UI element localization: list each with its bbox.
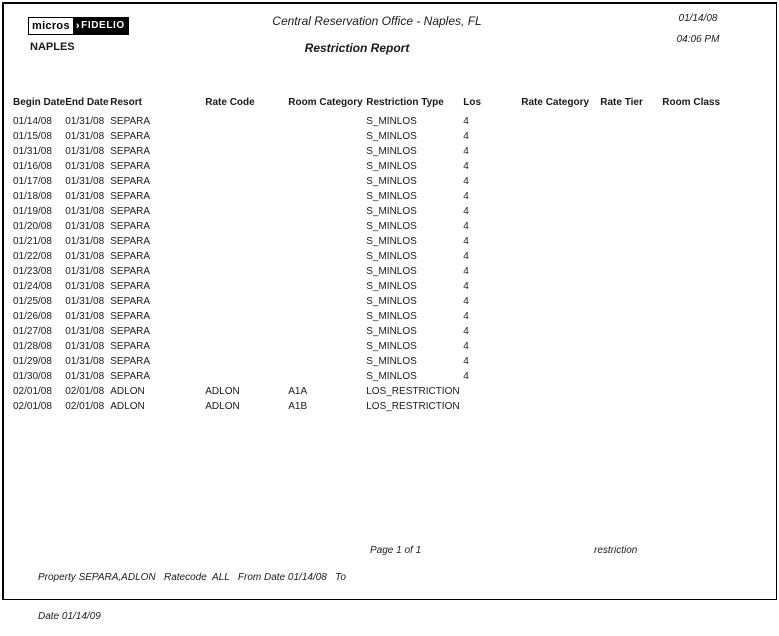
- cell-room-category: [288, 249, 366, 264]
- cell-room-category: [288, 309, 366, 324]
- cell-end-date: 01/31/08: [65, 131, 105, 142]
- cell-room-category: [288, 204, 366, 219]
- cell-end-date: 01/31/08: [65, 191, 105, 202]
- cell-begin-date: 01/21/08: [13, 236, 52, 247]
- cell-begin-date: 01/22/08: [13, 251, 52, 262]
- cell-los: 4: [463, 161, 469, 172]
- cell-room-category: A1B: [288, 401, 308, 412]
- cell-begin-date: 01/14/08: [13, 116, 52, 127]
- cell-rate-tier: [600, 129, 662, 144]
- cell-room-category: [288, 114, 366, 129]
- cell-rate-category: [521, 384, 600, 399]
- cell-rate-category: [521, 399, 600, 414]
- cell-rate-category: [521, 189, 600, 204]
- cell-room-category: [288, 294, 366, 309]
- cell-begin-date: 01/16/08: [13, 161, 52, 172]
- table-row: [13, 219, 762, 234]
- cell-room-class: [662, 204, 762, 219]
- cell-rate-code: [205, 354, 288, 369]
- print-time: 04:06 PM: [676, 34, 720, 45]
- cell-rate-category: [521, 234, 600, 249]
- cell-los: 4: [463, 311, 469, 322]
- cell-begin-date: 01/17/08: [13, 176, 52, 187]
- cell-room-class: [662, 324, 762, 339]
- cell-rate-category: [521, 129, 600, 144]
- cell-begin-date: 01/19/08: [13, 206, 52, 217]
- cell-room-category: A1A: [288, 386, 308, 397]
- table-row: [13, 264, 762, 279]
- cell-end-date: 01/31/08: [65, 356, 105, 367]
- cell-rate-code: [205, 144, 288, 159]
- cell-room-category: [288, 279, 366, 294]
- logo-fidelio-text: FIDELIO: [81, 20, 125, 31]
- cell-rate-category: [521, 294, 600, 309]
- cell-resort: SEPARA: [110, 206, 151, 217]
- cell-room-category: [288, 264, 366, 279]
- cell-rate-tier: [600, 159, 662, 174]
- cell-room-class: [662, 264, 762, 279]
- cell-room-category: [288, 174, 366, 189]
- cell-resort: ADLON: [110, 401, 145, 412]
- cell-room-class: [662, 129, 762, 144]
- cell-restriction-type: S_MINLOS: [366, 146, 417, 157]
- cell-restriction-type: S_MINLOS: [366, 131, 417, 142]
- table-row: [13, 144, 762, 159]
- cell-rate-category: [521, 249, 600, 264]
- cell-begin-date: 02/01/08: [13, 386, 52, 397]
- cell-los: 4: [463, 281, 469, 292]
- cell-begin-date: 01/20/08: [13, 221, 52, 232]
- table-row: [13, 279, 762, 294]
- cell-end-date: 01/31/08: [65, 296, 105, 307]
- cell-room-class: [662, 174, 762, 189]
- cell-restriction-type: LOS_RESTRICTION: [366, 401, 460, 412]
- cell-los: [463, 384, 521, 399]
- cell-room-category: [288, 129, 366, 144]
- cell-end-date: 01/31/08: [65, 281, 105, 292]
- report-title: Central Reservation Office - Naples, FL: [272, 14, 482, 28]
- cell-rate-tier: [600, 399, 662, 414]
- cell-rate-category: [521, 354, 600, 369]
- cell-resort: SEPARA: [110, 371, 151, 382]
- cell-restriction-type: S_MINLOS: [366, 116, 417, 127]
- cell-los: 4: [463, 296, 469, 307]
- cell-rate-code: [205, 174, 288, 189]
- column-header-end_date: End Date: [65, 97, 109, 108]
- cell-begin-date: 01/28/08: [13, 341, 52, 352]
- cell-resort: SEPARA: [110, 251, 151, 262]
- table-row: [13, 309, 762, 324]
- cell-rate-category: [521, 369, 600, 384]
- cell-rate-tier: [600, 189, 662, 204]
- cell-rate-code: [205, 114, 288, 129]
- cell-rate-tier: [600, 294, 662, 309]
- footer-criteria-line2: Date 01/14/09: [38, 611, 101, 622]
- cell-room-category: [288, 159, 366, 174]
- cell-rate-tier: [600, 264, 662, 279]
- cell-restriction-type: S_MINLOS: [366, 221, 417, 232]
- table-row: [13, 114, 762, 129]
- restriction-table: [13, 97, 762, 414]
- cell-restriction-type: S_MINLOS: [366, 191, 417, 202]
- cell-restriction-type: S_MINLOS: [366, 176, 417, 187]
- footer-report-name: restriction: [594, 545, 638, 556]
- cell-resort: SEPARA: [110, 296, 151, 307]
- table-row: [13, 339, 762, 354]
- cell-los: 4: [463, 191, 469, 202]
- cell-restriction-type: S_MINLOS: [366, 206, 417, 217]
- cell-rate-tier: [600, 219, 662, 234]
- cell-restriction-type: S_MINLOS: [366, 281, 417, 292]
- table-row: [13, 204, 762, 219]
- cell-room-category: [288, 189, 366, 204]
- cell-rate-category: [521, 204, 600, 219]
- cell-rate-tier: [600, 339, 662, 354]
- column-header-rate_code: Rate Code: [205, 97, 255, 108]
- cell-begin-date: 01/27/08: [13, 326, 52, 337]
- cell-end-date: 01/31/08: [65, 221, 105, 232]
- cell-end-date: 01/31/08: [65, 116, 105, 127]
- column-header-restriction_type: Restriction Type: [366, 97, 444, 108]
- cell-restriction-type: S_MINLOS: [366, 341, 417, 352]
- table-row: [13, 399, 762, 414]
- cell-rate-category: [521, 114, 600, 129]
- cell-los: 4: [463, 356, 469, 367]
- cell-resort: ADLON: [110, 386, 145, 397]
- cell-begin-date: 01/18/08: [13, 191, 52, 202]
- cell-room-class: [662, 279, 762, 294]
- cell-rate-tier: [600, 249, 662, 264]
- table-row: [13, 159, 762, 174]
- cell-rate-tier: [600, 234, 662, 249]
- cell-end-date: 01/31/08: [65, 266, 105, 277]
- cell-rate-code: ADLON: [205, 401, 240, 412]
- cell-end-date: 01/31/08: [65, 341, 105, 352]
- cell-begin-date: 01/15/08: [13, 131, 52, 142]
- cell-los: 4: [463, 236, 469, 247]
- cell-rate-code: [205, 249, 288, 264]
- cell-room-class: [662, 309, 762, 324]
- cell-los: 4: [463, 341, 469, 352]
- cell-resort: SEPARA: [110, 161, 151, 172]
- cell-begin-date: 01/24/08: [13, 281, 52, 292]
- cell-los: 4: [463, 221, 469, 232]
- cell-rate-code: [205, 369, 288, 384]
- cell-rate-code: [205, 234, 288, 249]
- cell-rate-code: [205, 204, 288, 219]
- cell-rate-category: [521, 264, 600, 279]
- cell-los: 4: [463, 326, 469, 337]
- cell-restriction-type: S_MINLOS: [366, 251, 417, 262]
- cell-begin-date: 02/01/08: [13, 401, 52, 412]
- cell-restriction-type: S_MINLOS: [366, 296, 417, 307]
- column-header-room_category: Room Category: [288, 97, 363, 108]
- cell-end-date: 02/01/08: [65, 386, 105, 397]
- cell-room-class: [662, 399, 762, 414]
- cell-resort: SEPARA: [110, 356, 151, 367]
- cell-resort: SEPARA: [110, 326, 151, 337]
- column-header-begin_date: Begin Date: [13, 97, 66, 108]
- cell-begin-date: 01/31/08: [13, 146, 52, 157]
- cell-rate-tier: [600, 174, 662, 189]
- cell-room-class: [662, 114, 762, 129]
- cell-rate-code: [205, 129, 288, 144]
- cell-resort: SEPARA: [110, 146, 151, 157]
- column-header-resort: Resort: [110, 97, 142, 108]
- cell-rate-tier: [600, 324, 662, 339]
- cell-rate-tier: [600, 204, 662, 219]
- cell-rate-code: [205, 339, 288, 354]
- cell-end-date: 01/31/08: [65, 176, 105, 187]
- cell-rate-code: [205, 279, 288, 294]
- table-row: [13, 249, 762, 264]
- cell-rate-code: [205, 189, 288, 204]
- cell-rate-category: [521, 279, 600, 294]
- cell-rate-code: ADLON: [205, 386, 240, 397]
- cell-los: 4: [463, 251, 469, 262]
- cell-resort: SEPARA: [110, 191, 151, 202]
- cell-begin-date: 01/26/08: [13, 311, 52, 322]
- cell-room-class: [662, 219, 762, 234]
- cell-rate-tier: [600, 369, 662, 384]
- cell-restriction-type: S_MINLOS: [366, 311, 417, 322]
- cell-rate-tier: [600, 384, 662, 399]
- cell-restriction-type: S_MINLOS: [366, 356, 417, 367]
- cell-begin-date: 01/30/08: [13, 371, 52, 382]
- cell-rate-code: [205, 219, 288, 234]
- cell-rate-category: [521, 324, 600, 339]
- print-date: 01/14/08: [678, 13, 718, 24]
- cell-room-class: [662, 339, 762, 354]
- cell-room-class: [662, 189, 762, 204]
- footer-criteria-line1: Property SEPARA,ADLON Ratecode ALL From Date 01/14/08 To: [38, 572, 346, 583]
- cell-room-class: [662, 384, 762, 399]
- cell-los: 4: [463, 131, 469, 142]
- cell-end-date: 01/31/08: [65, 206, 105, 217]
- table-row: [13, 354, 762, 369]
- cell-end-date: 01/31/08: [65, 326, 105, 337]
- cell-begin-date: 01/23/08: [13, 266, 52, 277]
- cell-restriction-type: S_MINLOS: [366, 161, 417, 172]
- logo-arrow-icon: ›: [75, 20, 81, 32]
- cell-room-category: [288, 219, 366, 234]
- cell-rate-code: [205, 159, 288, 174]
- table-row: [13, 384, 762, 399]
- cell-room-class: [662, 144, 762, 159]
- cell-restriction-type: S_MINLOS: [366, 371, 417, 382]
- column-header-rate_category: Rate Category: [521, 97, 590, 108]
- cell-room-category: [288, 369, 366, 384]
- cell-rate-tier: [600, 279, 662, 294]
- table-row: [13, 174, 762, 189]
- cell-begin-date: 01/25/08: [13, 296, 52, 307]
- cell-rate-category: [521, 339, 600, 354]
- cell-end-date: 01/31/08: [65, 146, 105, 157]
- cell-rate-code: [205, 264, 288, 279]
- cell-rate-category: [521, 309, 600, 324]
- cell-end-date: 01/31/08: [65, 311, 105, 322]
- cell-room-category: [288, 339, 366, 354]
- cell-restriction-type: S_MINLOS: [366, 326, 417, 337]
- column-header-los: Los: [463, 97, 482, 108]
- cell-los: 4: [463, 371, 469, 382]
- cell-room-class: [662, 294, 762, 309]
- cell-resort: SEPARA: [110, 266, 151, 277]
- table-row: [13, 369, 762, 384]
- cell-los: 4: [463, 176, 469, 187]
- cell-restriction-type: LOS_RESTRICTION: [366, 386, 460, 397]
- cell-room-class: [662, 234, 762, 249]
- cell-restriction-type: S_MINLOS: [366, 236, 417, 247]
- cell-room-category: [288, 324, 366, 339]
- cell-resort: SEPARA: [110, 176, 151, 187]
- table-row: [13, 234, 762, 249]
- cell-restriction-type: S_MINLOS: [366, 266, 417, 277]
- cell-rate-category: [521, 219, 600, 234]
- cell-los: 4: [463, 146, 469, 157]
- cell-room-class: [662, 159, 762, 174]
- cell-los: [463, 399, 521, 414]
- footer-page-indicator: Page 1 of 1: [370, 545, 422, 556]
- cell-room-class: [662, 249, 762, 264]
- cell-rate-category: [521, 144, 600, 159]
- cell-resort: SEPARA: [110, 221, 151, 232]
- logo-micros-text: micros: [28, 17, 74, 35]
- footer-criteria: [38, 545, 378, 636]
- cell-end-date: 01/31/08: [65, 161, 105, 172]
- cell-end-date: 02/01/08: [65, 401, 105, 412]
- table-header-row: [13, 97, 762, 114]
- cell-room-class: [662, 369, 762, 384]
- cell-end-date: 01/31/08: [65, 251, 105, 262]
- cell-resort: SEPARA: [110, 281, 151, 292]
- cell-rate-code: [205, 324, 288, 339]
- cell-resort: SEPARA: [110, 131, 151, 142]
- cell-rate-code: [205, 294, 288, 309]
- cell-rate-tier: [600, 354, 662, 369]
- cell-resort: SEPARA: [110, 236, 151, 247]
- cell-room-category: [288, 234, 366, 249]
- cell-rate-tier: [600, 144, 662, 159]
- cell-rate-category: [521, 174, 600, 189]
- column-header-rate_tier: Rate Tier: [600, 97, 643, 108]
- cell-los: 4: [463, 206, 469, 217]
- cell-room-category: [288, 354, 366, 369]
- cell-room-category: [288, 144, 366, 159]
- cell-end-date: 01/31/08: [65, 371, 105, 382]
- table-body: [13, 114, 762, 414]
- cell-resort: SEPARA: [110, 116, 151, 127]
- cell-los: 4: [463, 116, 469, 127]
- cell-rate-category: [521, 159, 600, 174]
- table-row: [13, 294, 762, 309]
- column-header-room_class: Room Class: [662, 97, 721, 108]
- cell-end-date: 01/31/08: [65, 236, 105, 247]
- cell-los: 4: [463, 266, 469, 277]
- cell-resort: SEPARA: [110, 341, 151, 352]
- table-row: [13, 129, 762, 144]
- cell-begin-date: 01/29/08: [13, 356, 52, 367]
- table-row: [13, 324, 762, 339]
- cell-room-class: [662, 354, 762, 369]
- cell-resort: SEPARA: [110, 311, 151, 322]
- property-label: NAPLES: [30, 41, 75, 53]
- cell-rate-tier: [600, 309, 662, 324]
- cell-rate-code: [205, 309, 288, 324]
- cell-rate-tier: [600, 114, 662, 129]
- table-row: [13, 189, 762, 204]
- report-subtitle: Restriction Report: [304, 41, 410, 55]
